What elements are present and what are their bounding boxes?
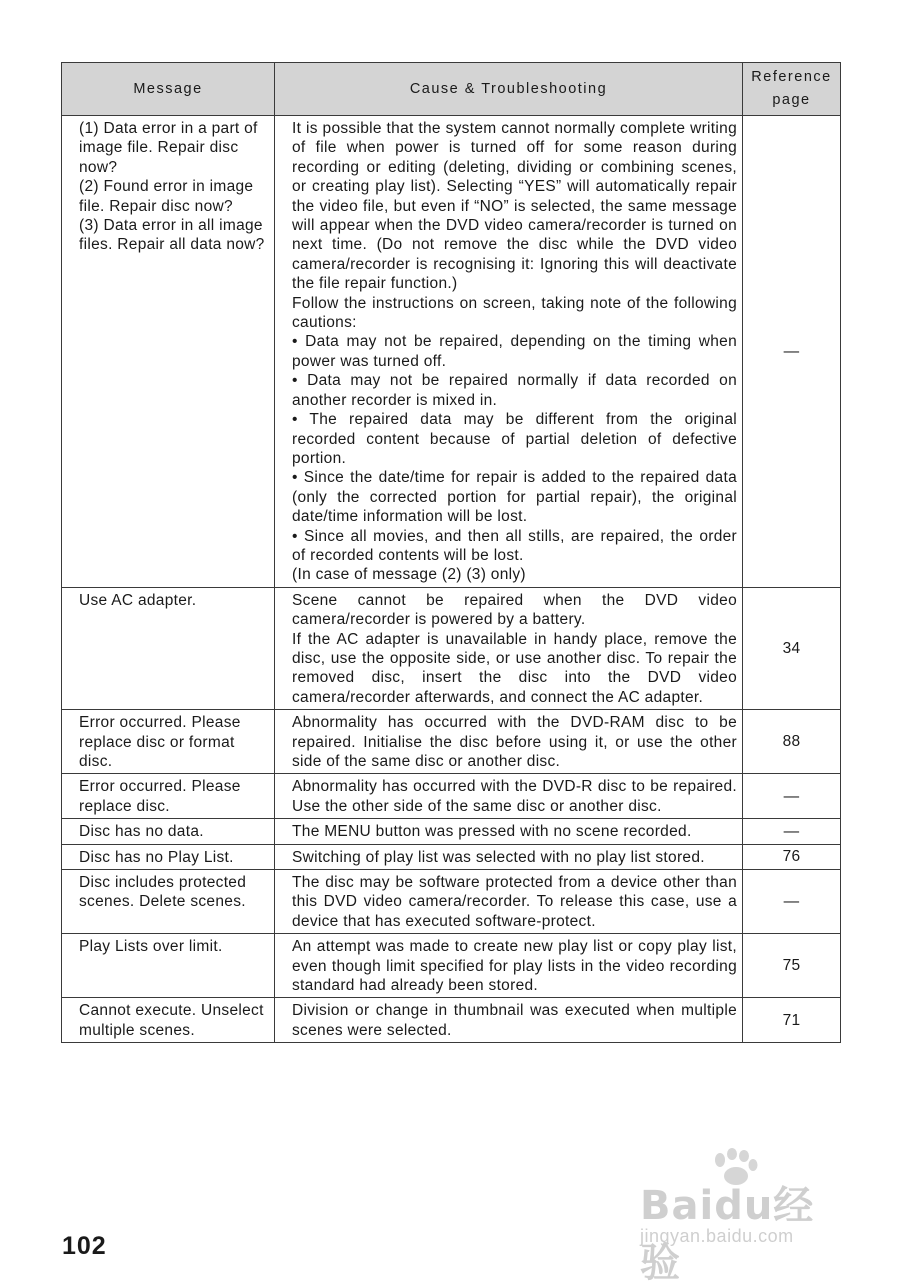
header-reference: Reference page	[743, 63, 841, 116]
table-row	[62, 934, 841, 998]
row-reference: 71	[743, 998, 841, 1043]
table-row	[62, 116, 841, 588]
row-cause: The MENU button was pressed with no scene recorded.	[275, 819, 743, 844]
table-row	[62, 844, 841, 869]
table-row	[62, 870, 841, 934]
row-cause: Scene cannot be repaired when the DVD video camera/recorder is powered by a battery. If the AC adapter is unavailable in handy place, remove the disc, use the opposite side, or use another disc. To repair the removed disc, insert the disc into the DVD video camera/recorder afterwards, and connect the AC adapter.	[275, 587, 743, 709]
row-reference: 75	[743, 934, 841, 998]
row-cause: Abnormality has occurred with the DVD-R disc to be repaired. Use the other side of the same disc or another disc.	[275, 774, 743, 819]
row-reference: —	[743, 870, 841, 934]
row-message: Error occurred. Please replace disc or format disc.	[62, 710, 275, 774]
page-number: 102	[62, 1232, 107, 1260]
row-reference: 88	[743, 710, 841, 774]
row-cause: It is possible that the system cannot normally complete writing of file when power is turned off for some reason during recording or editing (deleting, dividing or combining scenes, or creating play list). Selecting “YES” will automatically repair the video file, but even if “NO” is selected, the same message will appear when the DVD video camera/recorder is turned on next time. (Do not remove the disc while the DVD video camera/recorder is recognising it: Ignoring this will deactivate the file repair function.) Follow the instructions on screen, taking note of the following cautions: • Data may not be repaired, depending on the timing when power was turned off. • Data may not be repaired normally if data recorded on another recorder is mixed in. • The repaired data may be different from the original recorded content because of partial deletion of defective portion. • Since the date/time for repair is added to the repaired data (only the corrected portion for partial repair), the original date/time information will be lost. • Since all movies, and then all stills, are repaired, the order of recorded contents will be lost. (In case of message (2) (3) only)	[275, 116, 743, 588]
watermark	[640, 1148, 850, 1286]
table-row	[62, 998, 841, 1043]
table-row	[62, 710, 841, 774]
table-row	[62, 587, 841, 709]
row-message: Disc has no data.	[62, 819, 275, 844]
row-message: Disc has no Play List.	[62, 844, 275, 869]
watermark-logo: Baidu经验	[640, 1183, 815, 1286]
row-cause: The disc may be software protected from a device other than this DVD video camera/recorder. To release this case, use a device that has executed software-protect.	[275, 870, 743, 934]
row-message: Play Lists over limit.	[62, 934, 275, 998]
row-cause: Switching of play list was selected with no play list stored.	[275, 844, 743, 869]
table-row	[62, 774, 841, 819]
table-header-row	[62, 63, 841, 116]
row-reference: 76	[743, 844, 841, 869]
row-message: Disc includes protected scenes. Delete scenes.	[62, 870, 275, 934]
row-message: Cannot execute. Unselect multiple scenes.	[62, 998, 275, 1043]
row-reference: —	[743, 116, 841, 588]
row-cause: Abnormality has occurred with the DVD-RAM disc to be repaired. Initialise the disc before using it, or use the other side of the same disc or another disc.	[275, 710, 743, 774]
row-message: Use AC adapter.	[62, 587, 275, 709]
row-reference: —	[743, 774, 841, 819]
table-row	[62, 819, 841, 844]
row-message: (1) Data error in a part of image file. Repair disc now? (2) Found error in image file. Repair disc now? (3) Data error in all image files. Repair all data now?	[62, 116, 275, 588]
row-message: Error occurred. Please replace disc.	[62, 774, 275, 819]
header-cause: Cause & Troubleshooting	[275, 63, 743, 116]
watermark-url: jingyan.baidu.com	[640, 1226, 794, 1246]
row-reference: —	[743, 819, 841, 844]
message-table	[61, 62, 841, 1043]
header-message: Message	[62, 63, 275, 116]
row-cause: An attempt was made to create new play list or copy play list, even though limit specified for play lists in the video recording standard had already been stored.	[275, 934, 743, 998]
row-reference: 34	[743, 587, 841, 709]
row-cause: Division or change in thumbnail was executed when multiple scenes were selected.	[275, 998, 743, 1043]
